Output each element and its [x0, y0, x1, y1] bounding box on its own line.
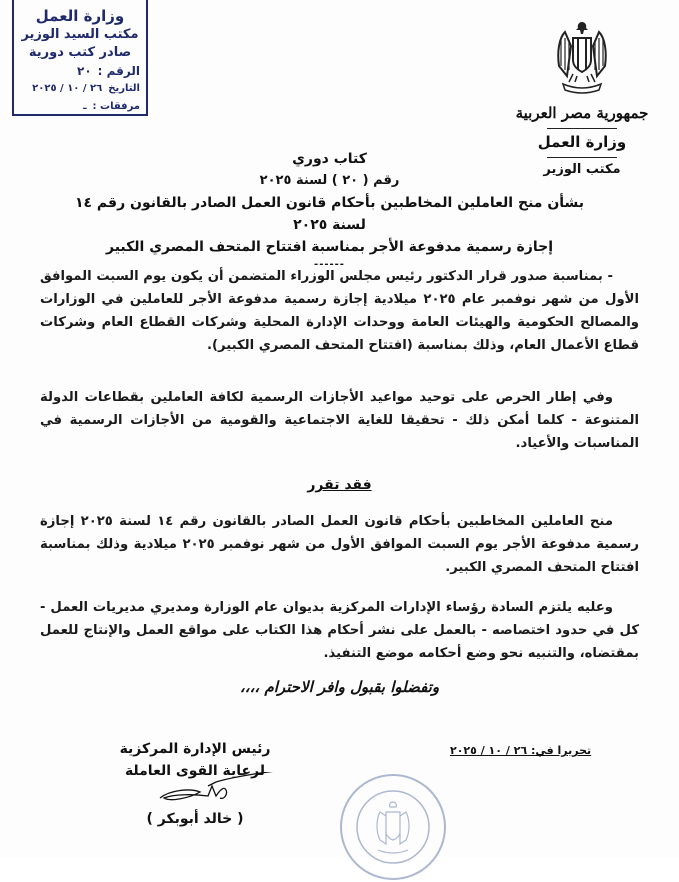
header-office: مكتب الوزير — [543, 162, 621, 177]
decision-heading-text: فقد تقرر — [307, 477, 372, 493]
decision-heading — [0, 477, 679, 493]
title-separator: ------ — [314, 259, 345, 270]
egypt-eagle-emblem-icon — [547, 18, 617, 98]
paragraph-text: وعليه يلتزم السادة رؤساء الإدارات المركزية بديوان عام الوزارة ومديري مديريات العمل - كل في حدود اختصاصه - بالعمل على نشر أحكام هذا الكتاب على مواقع العمل والإنتاج للعمل بمقتضاه، والتنبيه نحو وضع أحكامه موضع التنفيذ. — [40, 600, 639, 661]
stamp-date-label: التاريخ — [108, 83, 140, 94]
stamp-number-label: الرقم : — [97, 64, 140, 78]
header-ministry: وزارة العمل — [537, 133, 627, 151]
letter-title-block — [60, 148, 599, 272]
stamp-office: مكتب السيد الوزير — [21, 27, 139, 42]
issuing-stamp-box — [12, 0, 148, 116]
paragraph-text: - بمناسبة صدور قرار الدكتور رئيس مجلس الوزراء المتضمن أن يكون يوم السبت الموافق الأول من شهر نوفمبر عام ٢٠٢٥ ميلادية إجازة رسمية مدفوعة الأجر للعاملين في الوزارات والمصالح الحكومية والهيئات العامة ووحدات الإدارة المحلية وشركات القطاع العام وشركات قطاع الأعمال العام، وذلك بمناسبة (افتتاح المتحف المصري الكبير). — [40, 269, 639, 353]
letter-subject-line-1: بشأن منح العاملين المخاطبين بأحكام قانون العمل الصادر بالقانون رقم ١٤ لسنة ٢٠٢٥ — [74, 195, 585, 233]
header-republic: جمهورية مصر العربية — [515, 104, 649, 122]
body-paragraph — [40, 386, 639, 455]
stamp-number-row — [20, 62, 140, 80]
signatory-name: ( خالد أبوبكر ) — [146, 811, 244, 827]
stamp-attachments-label: مرفقات : — [92, 101, 140, 112]
body-paragraph — [40, 265, 639, 357]
stamp-date-value: ٢٦ / ١٠ / ٢٠٢٥ — [32, 83, 103, 94]
stamp-number-value: ٢٠ — [77, 64, 92, 78]
closing-salutation: وتفضلوا بقبول وافر الاحترام ،،،، — [239, 678, 440, 696]
header-divider — [547, 128, 617, 129]
issue-date: تحريرا في: ٢٦ / ١٠ / ٢٠٢٥ — [450, 744, 592, 757]
stamp-issued: صادر كتب دورية — [28, 45, 132, 60]
signatory-title-1: رئيس الإدارة المركزية — [119, 741, 271, 757]
stamp-date-row — [20, 80, 140, 98]
signatory-title-2: لرعاية القوى العاملة — [124, 763, 266, 779]
paragraph-text: منح العاملين المخاطبين بأحكام قانون العمل الصادر بالقانون رقم ١٤ لسنة ٢٠٢٥ إجازة رسمية مدفوعة الأجر يوم السبت الموافق الأول من شهر نوفمبر ٢٠٢٥ ميلادية وذلك بمناسبة افتتاح المتحف المصري الكبير. — [40, 514, 639, 575]
stamp-attachments-row — [20, 98, 140, 116]
letter-subject-line-2: إجازة رسمية مدفوعة الأجر بمناسبة افتتاح المتحف المصري الكبير — [105, 239, 553, 255]
body-paragraph — [40, 596, 639, 665]
stamp-ministry: وزارة العمل — [35, 7, 125, 25]
stamp-attachments-value: ـ — [83, 101, 87, 112]
letter-type: كتاب دوري — [292, 151, 367, 167]
body-paragraph — [40, 510, 639, 579]
ministry-round-seal-icon — [338, 772, 448, 882]
letter-number: رقم ( ٢٠ ) لسنة ٢٠٢٥ — [259, 173, 400, 188]
paragraph-text: وفي إطار الحرص على توحيد مواعيد الأجازات الرسمية لكافة العاملين بقطاعات الدولة المتنوعة - كلما أمكن ذلك - تحقيقا للغاية الاجتماعية والقومية من الأجازات الرسمية في المناسبات والأعياد. — [40, 390, 639, 451]
handwritten-signature-icon — [150, 772, 310, 812]
